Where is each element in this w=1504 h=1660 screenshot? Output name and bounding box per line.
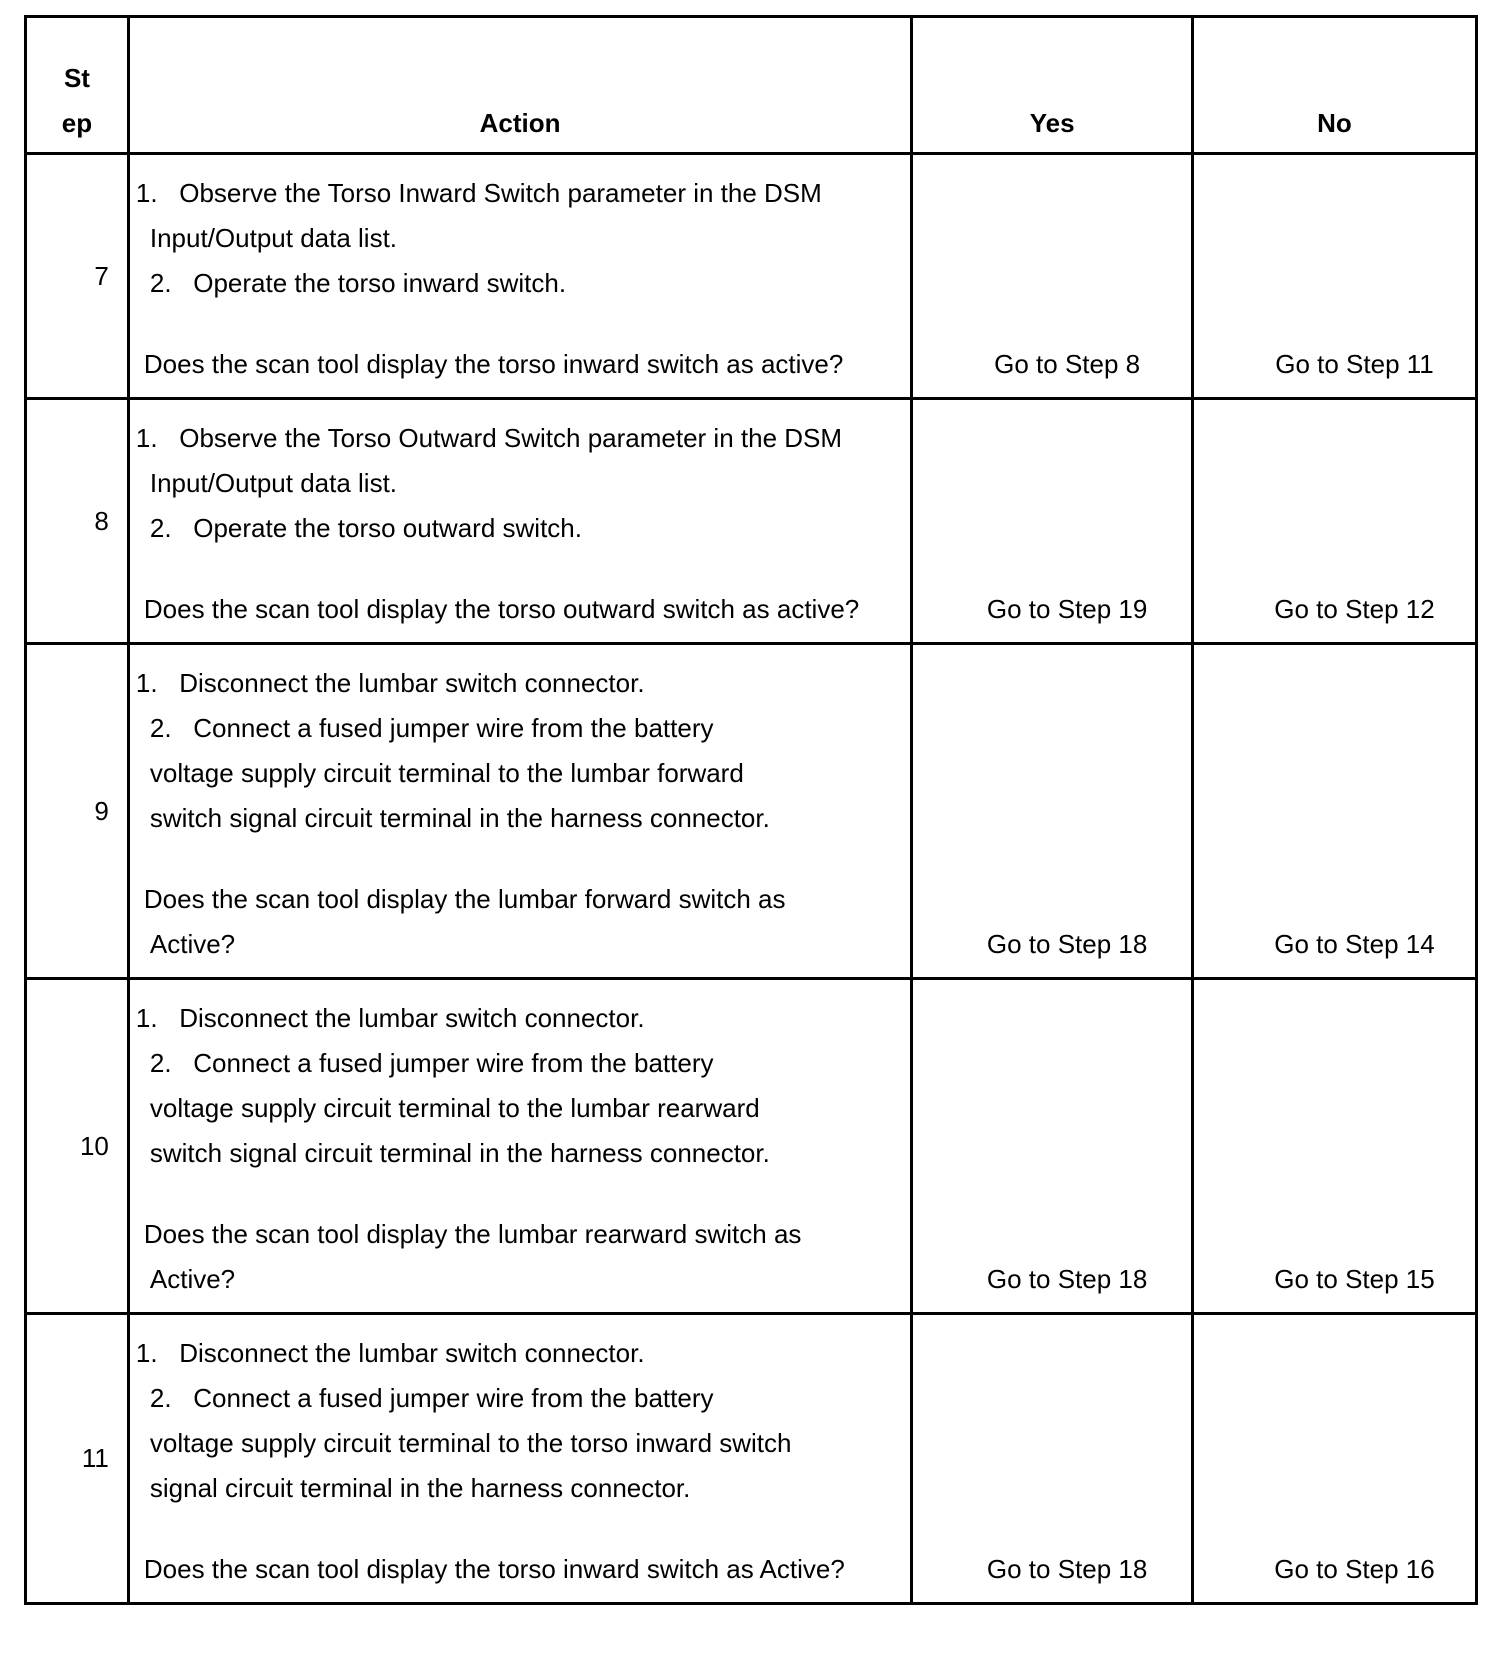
action-line: 1. Disconnect the lumbar switch connector. [135,1003,645,1033]
action-line: 2. Connect a fused jumper wire from the battery [149,1048,714,1078]
action-cell [128,1314,911,1604]
table-row [26,154,1477,399]
header-no: No [1193,17,1477,154]
no-cell: Go to Step 15 [1193,979,1477,1314]
no-cell: Go to Step 14 [1193,644,1477,979]
action-question: Does the scan tool display the torso inward switch as Active? [143,1554,845,1584]
action-line: 1. Observe the Torso Inward Switch parameter in the DSM [135,178,822,208]
table-row [26,399,1477,644]
no-cell: Go to Step 12 [1193,399,1477,644]
step-number: 11 [26,1314,129,1604]
yes-cell: Go to Step 18 [912,1314,1193,1604]
no-cell: Go to Step 16 [1193,1314,1477,1604]
table-row [26,979,1477,1314]
action-question: Does the scan tool display the lumbar forward switch as [143,884,786,914]
action-cell [128,644,911,979]
yes-cell: Go to Step 18 [912,979,1193,1314]
action-line: 2. Connect a fused jumper wire from the battery [149,1383,714,1413]
action-line: signal circuit terminal in the harness connector. [149,1473,691,1503]
action-cell [128,399,911,644]
action-question: Active? [149,1264,236,1294]
header-yes: Yes [912,17,1193,154]
header-row [26,17,1477,154]
action-cell [128,979,911,1314]
header-step-line-2: ep [61,108,93,138]
action-line: 1. Disconnect the lumbar switch connector. [135,1338,645,1368]
table-row [26,1314,1477,1604]
action-line: switch signal circuit terminal in the harness connector. [149,1138,770,1168]
step-number: 9 [26,644,129,979]
action-question: Does the scan tool display the lumbar rearward switch as [143,1219,802,1249]
action-line: Input/Output data list. [149,223,398,253]
yes-cell: Go to Step 19 [912,399,1193,644]
action-question: Does the scan tool display the torso inward switch as active? [143,349,844,379]
action-line: 2. Connect a fused jumper wire from the battery [149,713,714,743]
action-line: 2. Operate the torso outward switch. [149,513,582,543]
header-action: Action [128,17,911,154]
header-step [26,17,129,154]
action-question: Active? [149,929,236,959]
action-question: Does the scan tool display the torso outward switch as active? [143,594,860,624]
action-line: voltage supply circuit terminal to the torso inward switch [149,1428,792,1458]
no-cell: Go to Step 11 [1193,154,1477,399]
diagnostic-table [24,15,1478,1605]
yes-cell: Go to Step 8 [912,154,1193,399]
action-cell [128,154,911,399]
step-number: 8 [26,399,129,644]
action-line: voltage supply circuit terminal to the lumbar forward [149,758,744,788]
step-number: 10 [26,979,129,1314]
diagnostic-table-container [24,15,1478,1605]
action-line: voltage supply circuit terminal to the lumbar rearward [149,1093,760,1123]
action-line: 1. Disconnect the lumbar switch connector. [135,668,645,698]
action-line: 2. Operate the torso inward switch. [149,268,567,298]
action-line: switch signal circuit terminal in the harness connector. [149,803,770,833]
header-step-line-1: St [63,63,90,93]
action-line: 1. Observe the Torso Outward Switch parameter in the DSM [135,423,843,453]
action-line: Input/Output data list. [149,468,398,498]
yes-cell: Go to Step 18 [912,644,1193,979]
step-number: 7 [26,154,129,399]
table-row [26,644,1477,979]
